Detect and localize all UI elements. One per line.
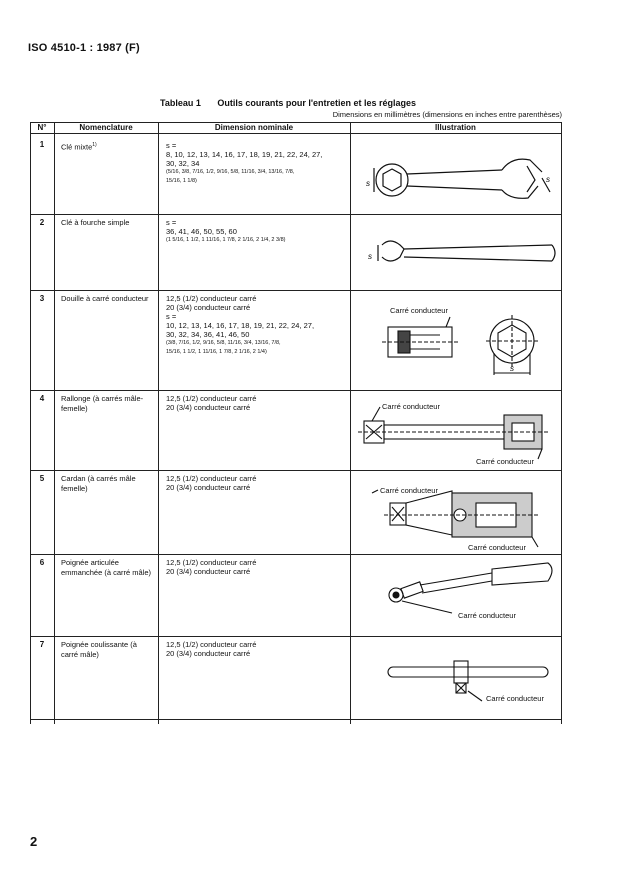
nominal-dimension: 12,5 (1/2) conducteur carré 20 (3/4) conducteur carré [166, 558, 257, 576]
drive-square-label: Carré conducteur [486, 694, 544, 703]
tool-name: Clé à fourche simple [61, 218, 130, 227]
table-caption [160, 98, 416, 108]
tools-table [30, 122, 562, 724]
nominal-dimension: 12,5 (1/2) conducteur carré 20 (3/4) conducteur carré [166, 474, 257, 492]
row-number: 3 [39, 294, 45, 303]
universal-joint-icon [352, 471, 562, 554]
nominal-dimension: 12,5 (1/2) conducteur carré 20 (3/4) conducteur carré [166, 394, 257, 412]
svg-text:s: s [546, 175, 550, 184]
socket-illustration [352, 291, 562, 390]
row-number: 1 [39, 140, 45, 149]
drive-square-label: Carré conducteur [458, 611, 516, 620]
svg-text:s: s [366, 179, 370, 188]
open-end-wrench-illustration [352, 215, 562, 290]
drive-square-label: Carré conducteur [468, 543, 526, 552]
header-illustration: Illustration [435, 123, 476, 132]
drive-square-label: Carré conducteur [380, 486, 438, 495]
svg-text:s: s [368, 252, 372, 261]
hinged-handle-icon [352, 555, 562, 636]
socket-icon [352, 291, 562, 390]
tool-name: Clé mixte$^{1)}$ [61, 142, 97, 152]
drive-square-label: Carré conducteur [390, 306, 448, 315]
drive-square-label: Carré conducteur [382, 402, 440, 411]
footnote-ref: 1) [92, 142, 97, 148]
header-dimension: Dimension nominale [214, 123, 294, 132]
nominal-dimension: 12,5 (1/2) conducteur carré 20 (3/4) conducteur carré [166, 640, 257, 658]
table-number: Tableau 1 [160, 98, 201, 108]
row-number: 6 [39, 558, 45, 567]
combination-wrench-icon [352, 134, 562, 214]
page-number: 2 [30, 834, 38, 849]
combination-wrench-illustration [352, 134, 562, 214]
tool-name: Douille à carré conducteur [61, 294, 149, 303]
tool-name: Rallonge (à carrés mâle-femelle) [61, 394, 144, 413]
hinged-handle-illustration [352, 555, 562, 636]
svg-text:s: s [510, 364, 514, 373]
nominal-dimension: s = 8, 10, 12, 13, 14, 16, 17, 18, 19, 21, 22, 24, 27, 30, 32, 34 (5/16, 3/8, 7/16, 1/2, 9/16, 5/8, 11/16, 3/4, 13/16, 7/8, 15/16, 1 1/8) [166, 141, 323, 184]
row-number: 7 [39, 640, 45, 649]
nominal-dimension: s = 36, 41, 46, 50, 55, 60 (1 5/16, 1 1/2, 1 11/16, 1 7/8, 2 1/16, 2 1/4, 2 3/8) [166, 218, 286, 243]
row-number: 2 [39, 218, 45, 227]
extension-bar-illustration [352, 391, 562, 470]
document-header: ISO 4510-1 : 1987 (F) [28, 42, 140, 54]
drive-square-label: Carré conducteur [476, 457, 534, 466]
universal-joint-illustration [352, 471, 562, 554]
tool-name: Poignée articulée emmanchée (à carré mâle) [61, 558, 152, 577]
units-note: Dimensions en millimètres (dimensions en inches entre parenthèses) [332, 110, 562, 119]
open-end-wrench-icon [352, 215, 562, 290]
tool-name: Cardan (à carrés mâle femelle) [61, 474, 136, 493]
table-title: Outils courants pour l'entretien et les réglages [217, 98, 417, 108]
row-number: 5 [39, 474, 45, 483]
header-nomenclature: Nomenclature [79, 123, 133, 132]
sliding-t-handle-icon [352, 637, 562, 719]
header-no: N° [37, 123, 47, 132]
tool-name: Poignée coulissante (à carré mâle) [61, 640, 137, 659]
sliding-t-handle-illustration [352, 637, 562, 719]
nominal-dimension: 12,5 (1/2) conducteur carré 20 (3/4) conducteur carré s = 10, 12, 13, 14, 16, 17, 18, 19, 21, 22, 24, 27, 30, 32, 34, 36, 41, 46, 50 (3/8, 7/16, 1/2, 9/16, 5/8, 11/16, 3/4, 13/16, 7/8, 15/16, 1 1/2, 1 11/16, 1 7/8, 2 1/16, 2 1/4) [166, 294, 315, 355]
row-number: 4 [39, 394, 45, 403]
